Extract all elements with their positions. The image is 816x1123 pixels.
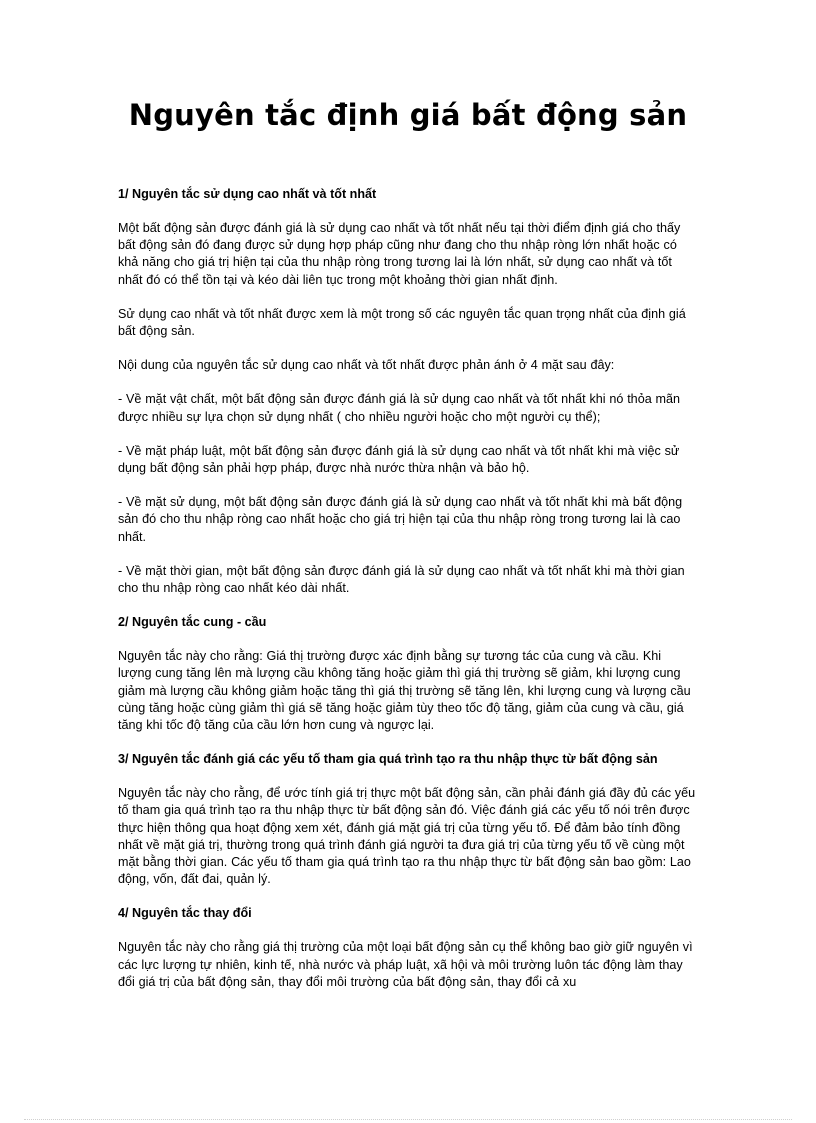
section-heading-4: 4/ Nguyên tắc thay đổi [118, 906, 252, 921]
paragraph: Nguyên tắc này cho rằng, để ước tính giá trị thực một bất động sản, cần phải đánh giá đầy đủ các yếu tố tham gia quá trình tạo ra thu nhập thực từ bất động sản đó. Việc đánh giá các yếu tố nói trên được thực hiện thông qua hoạt động xem xét, đánh giá mặt giá trị của từng yếu tố. Để đảm bảo tính đồng nhất về mặt giá trị, thường trong quá trình đánh giá người ta đưa giá trị của từng yếu tố về cùng một mặt bằng thời gian. Các yếu tố tham gia quá trình tạo ra thu nhập thực từ bất động sản bao gồm: Lao động, vốn, đất đai, quản lý. [118, 786, 696, 887]
paragraph: Sử dụng cao nhất và tốt nhất được xem là một trong số các nguyên tắc quan trọng nhất của định giá bất động sản. [118, 306, 686, 339]
document-title: Nguyên tắc định giá bất động sản [128, 98, 688, 132]
paragraph: - Về mặt sử dụng, một bất động sản được đánh giá là sử dụng cao nhất và tốt nhất khi mà bất động sản đó cho thu nhập ròng cao nhất hoặc cho giá trị hiện tại của thu nhập ròng trong tương lai là cao nhất. [118, 495, 683, 544]
paragraph: Nguyên tắc này cho rằng: Giá thị trường được xác định bằng sự tương tác của cung và cầu. Khi lượng cung tăng lên mà lượng cầu không tăng hoặc giảm thì giá thị trường sẽ giảm, khi lượng cung giảm mà lượng cầu không giảm hoặc tăng thì giá thị trường sẽ tăng lên, khi lượng cung và lượng cầu cùng tăng hoặc cùng giảm thì giá sẽ tăng hoặc giảm tùy theo tốc độ tăng, giảm của cung và cầu, giá tăng khi tốc độ tăng của cầu lớn hơn cung và ngược lại. [118, 649, 691, 733]
section-heading-3: 3/ Nguyên tắc đánh giá các yếu tố tham gia quá trình tạo ra thu nhập thực từ bất động sản [118, 752, 658, 767]
page-bottom-divider [24, 1119, 792, 1120]
paragraph: - Về mặt pháp luật, một bất động sản được đánh giá là sử dụng cao nhất và tốt nhất khi mà việc sử dụng bất động sản phải hợp pháp, được nhà nước thừa nhận và bảo hộ. [118, 443, 680, 476]
paragraph: Nội dung của nguyên tắc sử dụng cao nhất và tốt nhất được phản ánh ở 4 mặt sau đây: [118, 358, 615, 373]
paragraph: Nguyên tắc này cho rằng giá thị trường của một loại bất động sản cụ thể không bao giờ giữ nguyên vì các lực lượng tự nhiên, kinh tế, nhà nước và pháp luật, xã hội và môi trường luôn tác động làm thay đổi giá trị của bất động sản, thay đổi môi trường của bất động sản, thay đổi cả xu [118, 940, 693, 989]
section-heading-2: 2/ Nguyên tắc cung - cầu [118, 615, 267, 630]
paragraph: Một bất động sản được đánh giá là sử dụng cao nhất và tốt nhất nếu tại thời điểm định giá cho thấy bất động sản đó đang được sử dụng hợp pháp cũng như đang cho thu nhập ròng lớn nhất hoặc có khả năng cho giá trị hiện tại của thu nhập ròng trong tương lai là lớn nhất, sử dụng cao nhất và tốt nhất đó có thể tồn tại và kéo dài liên tục trong một khoảng thời gian nhất định. [118, 221, 681, 287]
paragraph: - Về mặt vật chất, một bất động sản được đánh giá là sử dụng cao nhất và tốt nhất khi nó thỏa mãn được nhiều sự lựa chọn sử dụng nhất ( cho nhiều người hoặc cho một người cụ thể); [118, 392, 680, 424]
section-heading-1: 1/ Nguyên tắc sử dụng cao nhất và tốt nhất [118, 187, 377, 201]
paragraph: - Về mặt thời gian, một bất động sản được đánh giá là sử dụng cao nhất và tốt nhất khi mà thời gian cho thu nhập ròng cao nhất kéo dài nhất. [118, 563, 685, 596]
document-body [118, 186, 696, 991]
